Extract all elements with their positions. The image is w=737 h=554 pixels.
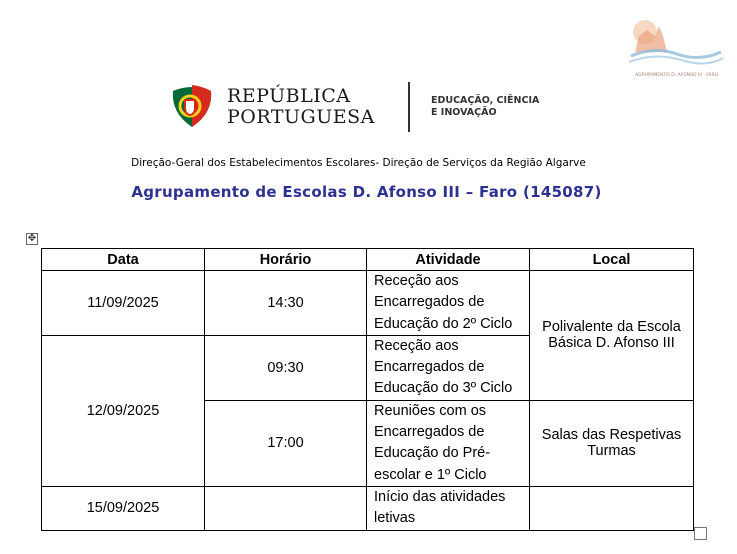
cell-horario[interactable]: 14:30 (205, 271, 367, 336)
header-data: Data (42, 249, 205, 271)
republica-portuguesa-logo (169, 80, 569, 136)
cell-atividade[interactable]: Receção aos Encarregados de Educação do 3º Ciclo (367, 335, 530, 400)
cell-data[interactable]: 12/09/2025 (42, 335, 205, 486)
header-horario: Horário (205, 249, 367, 271)
cell-local[interactable]: Polivalente da Escola Básica D. Afonso III (530, 271, 694, 401)
header-atividade: Atividade (367, 249, 530, 271)
cell-horario[interactable]: 17:00 (205, 400, 367, 486)
cell-horario[interactable] (205, 486, 367, 530)
cell-atividade[interactable]: Reuniões com os Encarregados de Educação do Pré-escolar e 1º Ciclo (367, 400, 530, 486)
table-resize-handle[interactable] (694, 527, 707, 540)
cell-data[interactable]: 15/09/2025 (42, 486, 205, 530)
cell-local[interactable]: Salas das Respetivas Turmas (530, 400, 694, 486)
agrupamento-logo-icon (625, 12, 725, 84)
table-row (42, 271, 694, 336)
header-local: Local (530, 249, 694, 271)
table-row (42, 486, 694, 530)
page-title: Agrupamento de Escolas D. Afonso III – Faro (145087) (131, 183, 602, 201)
table-move-handle-icon[interactable]: ✥ (27, 233, 37, 244)
ministry-name: EDUCAÇÃO, CIÊNCIA E INOVAÇÃO (431, 95, 540, 118)
cell-atividade[interactable]: Início das atividades letivas (367, 486, 530, 530)
table-header-row (42, 249, 694, 271)
cell-horario[interactable]: 09:30 (205, 335, 367, 400)
schedule-table (41, 248, 694, 531)
svg-text:AGRUPAMENTO D. AFONSO III · FA: AGRUPAMENTO D. AFONSO III · FARO (635, 73, 719, 78)
portugal-flag-icon (169, 83, 215, 129)
subtitle: Direção-Geral dos Estabelecimentos Escolares- Direção de Serviços da Região Algarve (131, 157, 586, 169)
logo-divider (408, 82, 410, 132)
cell-local[interactable] (530, 486, 694, 530)
cell-atividade[interactable]: Receção aos Encarregados de Educação do 2º Ciclo (367, 271, 530, 336)
republica-portuguesa-wordmark: REPÚBLICA PORTUGUESA (227, 85, 375, 128)
cell-data[interactable]: 11/09/2025 (42, 271, 205, 336)
